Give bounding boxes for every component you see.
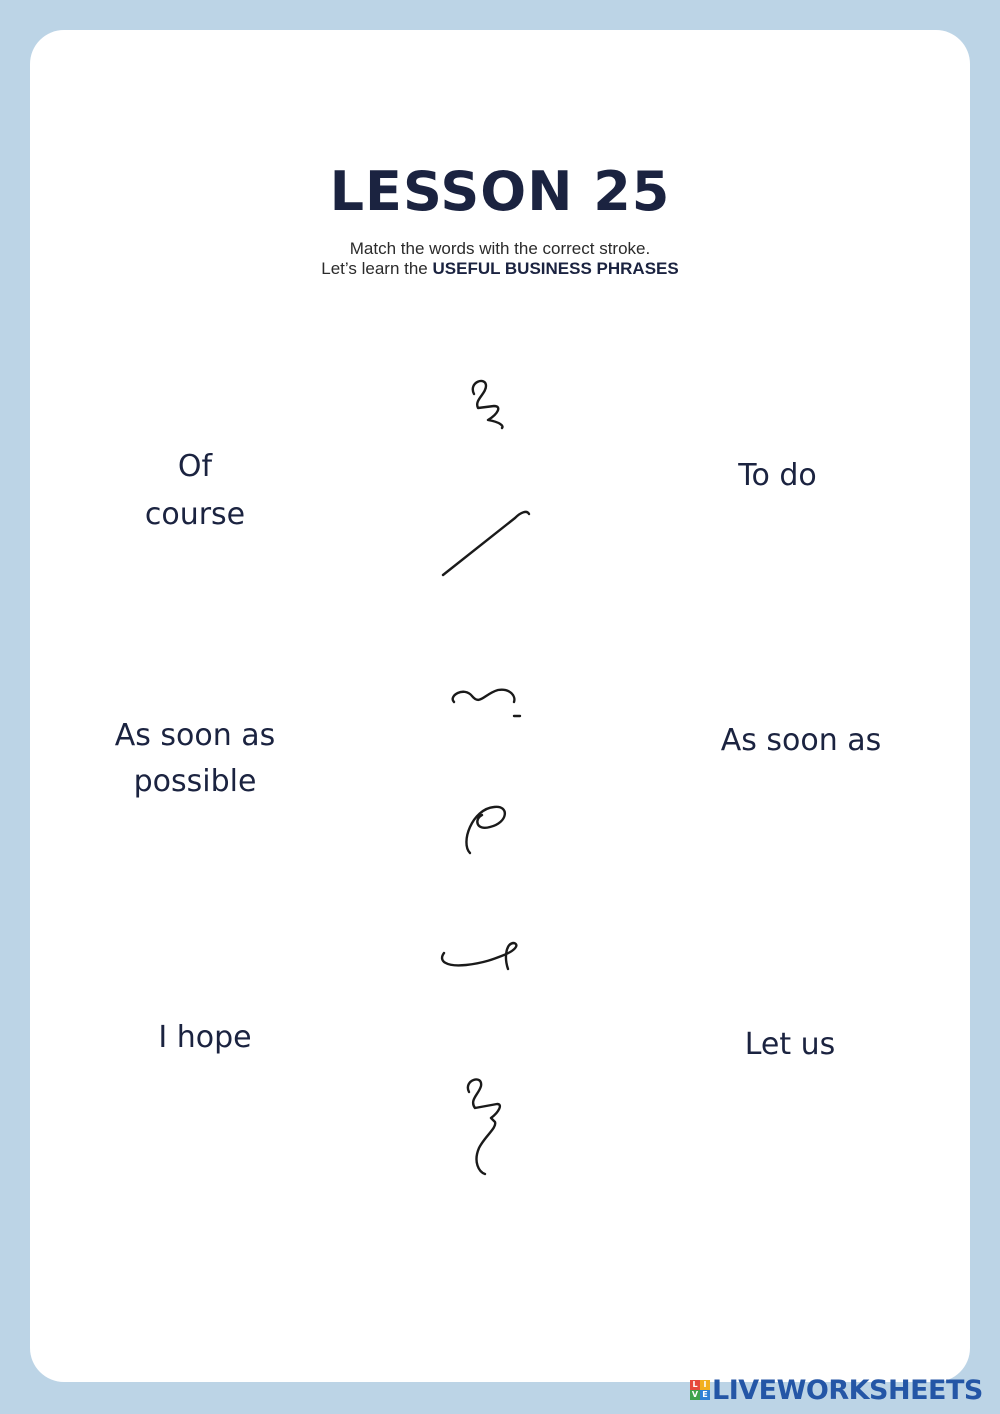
instruction-line-2 [0,259,1000,279]
instruction-line-2-bold: USEFUL BUSINESS PHRASES [432,259,679,278]
word-i-hope-line1: I hope [158,1020,252,1055]
word-of-course-line2: course [144,497,246,532]
stroke-3[interactable] [440,678,530,728]
brand-logo-letter-l: L [690,1380,700,1390]
brand-logo-letter-e: E [700,1390,710,1400]
stroke-4[interactable] [450,795,520,865]
brand-name: LIVEWORKSHEETS [712,1374,983,1406]
word-of-course-line1: Of [177,449,213,484]
stroke-6[interactable] [455,1068,525,1188]
word-as-soon-as-possible[interactable] [85,713,305,805]
stroke-2[interactable] [435,500,535,590]
brand-logo-letter-i: I [700,1380,710,1390]
brand-logo-letter-v: V [691,1390,699,1399]
page-title: LESSON 25 [329,160,671,223]
word-as-soon-as[interactable]: As soon as [720,723,882,758]
liveworksheets-brand[interactable] [690,1374,983,1406]
instruction-line-2-prefix: Let’s learn the [321,259,433,278]
word-to-do[interactable]: To do [738,458,817,493]
instruction-line-1: Match the words with the correct stroke. [349,239,651,258]
word-of-course[interactable] [115,443,275,539]
word-let-us[interactable]: Let us [744,1027,836,1062]
stroke-1[interactable] [460,370,520,440]
word-as-soon-as-possible-line1: As soon as [114,718,276,753]
brand-logo-icon [690,1380,710,1400]
word-i-hope[interactable] [120,1014,290,1062]
stroke-5[interactable] [430,935,530,985]
word-as-soon-as-possible-line2: possible [133,764,257,799]
